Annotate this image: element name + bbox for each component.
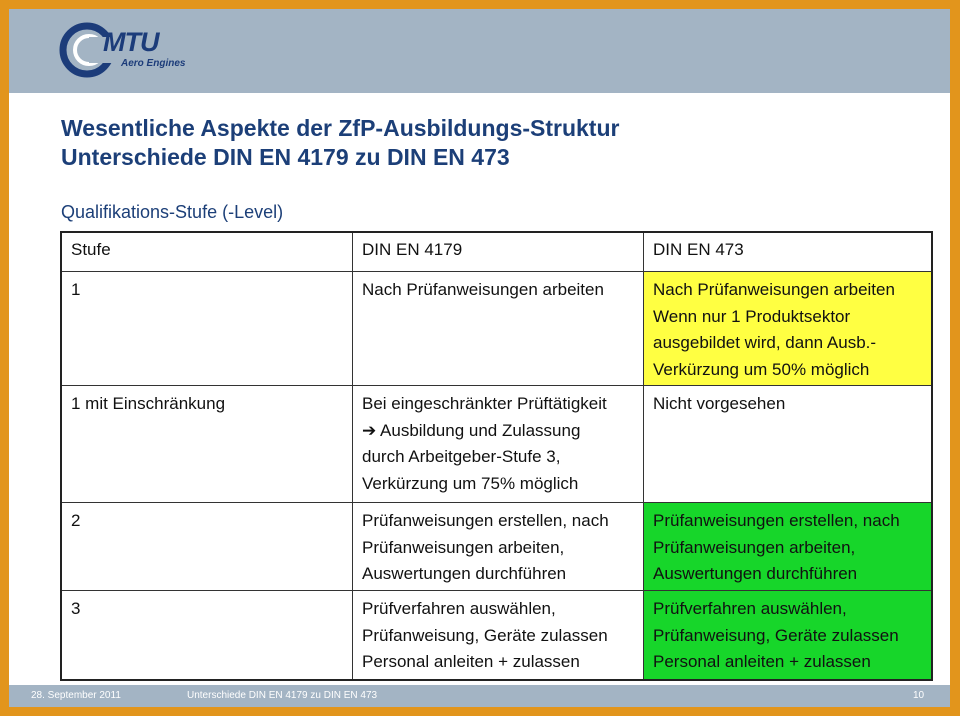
cell-text-line: Prüfanweisungen erstellen, nach <box>362 511 609 530</box>
table-row <box>61 386 932 503</box>
cell-text-line: Nach Prüfanweisungen arbeiten <box>653 280 895 299</box>
header-din-en-473: DIN EN 473 <box>653 240 744 259</box>
cell-text-line: Prüfanweisungen arbeiten, <box>653 537 856 557</box>
cell-text-line: Prüfanweisung, Geräte zulassen <box>653 625 899 645</box>
cell-stufe: 3 <box>61 591 353 681</box>
cell-text-line: Wenn nur 1 Produktsektor <box>653 306 851 326</box>
cell-text-line: Prüfverfahren auswählen, <box>653 599 847 618</box>
cell-en4179 <box>353 272 644 386</box>
cell-stufe: 2 <box>61 503 353 591</box>
cell-text-line: Prüfanweisung, Geräte zulassen <box>362 625 608 645</box>
table-header-row <box>61 232 932 272</box>
footer-topic: Unterschiede DIN EN 4179 zu DIN EN 473 <box>187 690 378 701</box>
cell-text-line <box>362 418 635 445</box>
cell-en473-highlight <box>644 272 933 386</box>
cell-text-line: durch Arbeitgeber-Stufe 3, <box>362 447 561 466</box>
mtu-logo <box>59 17 199 83</box>
table-row <box>61 591 932 681</box>
cell-en4179 <box>353 386 644 503</box>
cell-text-line: Verkürzung um 75% möglich <box>362 473 579 493</box>
table-row <box>61 272 932 386</box>
cell-en473 <box>644 386 933 503</box>
cell-text-line: Verkürzung um 50% möglich <box>653 359 870 379</box>
page-title <box>61 114 921 172</box>
header-din-en-4179: DIN EN 4179 <box>353 232 644 272</box>
logo-wordmark: MTU <box>103 27 159 57</box>
section-subtitle: Qualifikations-Stufe (-Level) <box>61 202 284 222</box>
title-line-2: Unterschiede DIN EN 4179 zu DIN EN 473 <box>61 144 510 170</box>
table-row <box>61 503 932 591</box>
cell-text-line: Personal anleiten + zulassen <box>362 652 580 671</box>
footer-page-number: 10 <box>913 690 925 701</box>
cell-text-line: Prüfanweisungen erstellen, nach <box>653 511 900 530</box>
cell-text-line: Prüfverfahren auswählen, <box>362 599 556 618</box>
cell-text-line: Nach Prüfanweisungen arbeiten <box>362 280 604 299</box>
cell-text-line: Auswertungen durchführen <box>362 564 567 583</box>
cell-text-line: Nicht vorgesehen <box>653 394 786 413</box>
arrow-right-icon: ➔ <box>362 420 381 440</box>
cell-stufe: 1 <box>61 272 353 386</box>
cell-text-fragment: Ausbildung und Zulassung <box>380 420 581 440</box>
header-stufe: Stufe <box>61 232 353 272</box>
comparison-table <box>60 231 933 681</box>
footer-bar <box>9 685 950 707</box>
cell-stufe: 1 mit Einschränkung <box>61 386 353 503</box>
logo-subline: Aero Engines <box>121 58 186 69</box>
cell-en4179 <box>353 591 644 681</box>
footer-date: 28. September 2011 <box>31 690 121 701</box>
cell-en473-highlight <box>644 503 933 591</box>
cell-en473-highlight <box>644 591 933 681</box>
cell-text-line: Auswertungen durchführen <box>653 564 858 583</box>
cell-text-line: ausgebildet wird, dann Ausb.- <box>653 333 877 352</box>
cell-text-line: Prüfanweisungen arbeiten, <box>362 537 565 557</box>
cell-text-line: Bei eingeschränkter Prüftätigkeit <box>362 394 607 413</box>
header-band <box>9 9 950 93</box>
cell-en4179 <box>353 503 644 591</box>
slide <box>9 9 950 707</box>
title-line-1: Wesentliche Aspekte der ZfP-Ausbildungs-Struktur <box>61 115 620 141</box>
cell-text-line: Personal anleiten + zulassen <box>653 652 871 671</box>
